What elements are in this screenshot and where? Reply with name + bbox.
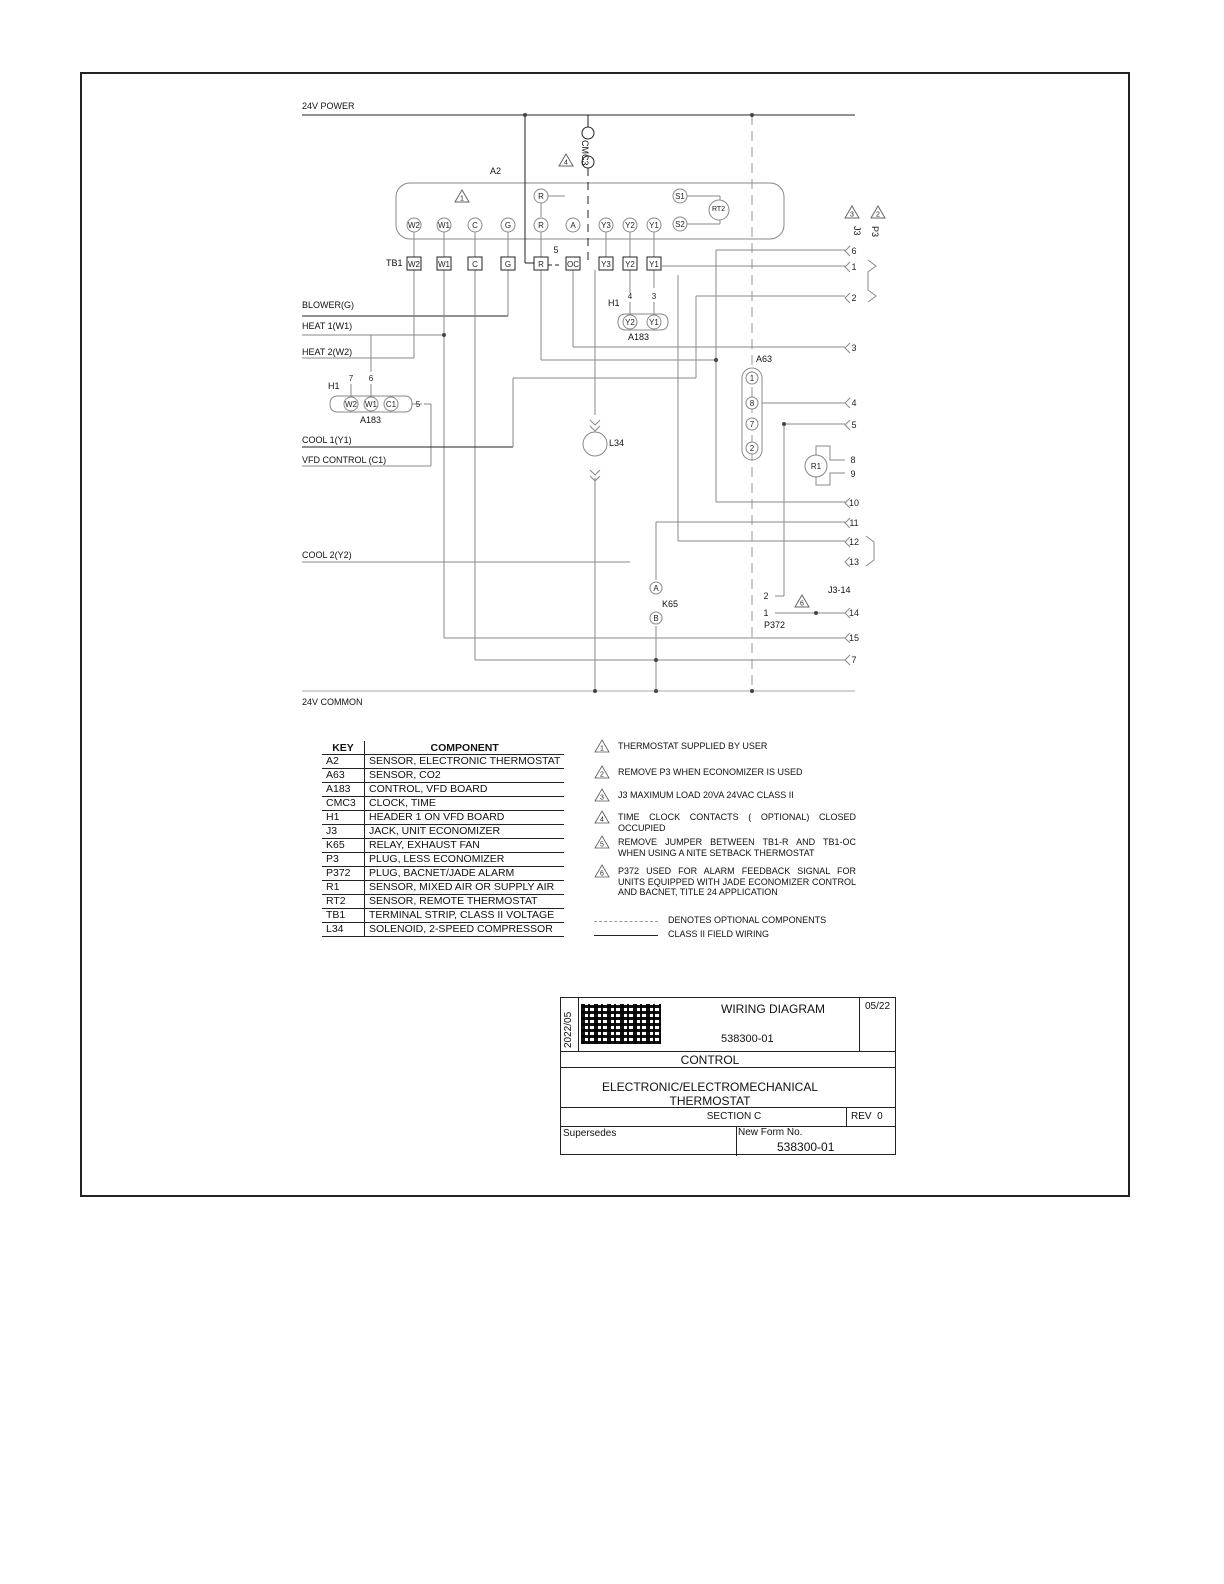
key-row — [322, 867, 564, 881]
key-row — [322, 769, 564, 783]
key-component: SENSOR, REMOTE THERMOSTAT — [365, 895, 565, 909]
junction-dot — [593, 689, 597, 693]
jack-pin: 7 — [851, 655, 857, 665]
key-code: K65 — [322, 839, 365, 853]
tb1-terminal: C — [472, 260, 478, 269]
key-component: CLOCK, TIME — [365, 797, 565, 811]
key-row — [322, 783, 564, 797]
plug-pin: 1 — [763, 608, 769, 618]
note-number: 2 — [600, 771, 604, 779]
jack-pin: 3 — [851, 343, 857, 353]
category: CONTROL — [680, 1053, 740, 1067]
jack-pin-arrow — [845, 246, 850, 256]
key-row — [322, 839, 564, 853]
key-component: CONTROL, VFD BOARD — [365, 783, 565, 797]
jack-pin: 14 — [848, 608, 860, 618]
vfd-left-terminal: C1 — [385, 400, 397, 409]
thermostat-terminal: G — [504, 221, 512, 230]
co2-pin: 1 — [749, 374, 755, 383]
relay-ref: K65 — [662, 599, 679, 609]
note-text: J3 MAXIMUM LOAD 20VA 24VAC CLASS II — [618, 790, 794, 800]
vfd-right-ref: A183 — [628, 332, 650, 342]
key-code: L34 — [322, 923, 365, 937]
thermostat-terminal: W1 — [438, 221, 450, 230]
new-form-label: New Form No. — [738, 1127, 803, 1138]
jack-pin: 1 — [851, 262, 857, 272]
junction-dot — [782, 422, 786, 426]
note-triangle-icon — [594, 835, 610, 849]
key-code: P3 — [322, 853, 365, 867]
jack-pin-arrow — [845, 343, 850, 353]
thermostat-terminal: A — [570, 221, 576, 230]
key-code: TB1 — [322, 909, 365, 923]
junction-dot — [523, 113, 527, 117]
tb1-terminal: OC — [567, 260, 579, 269]
tb1-terminal: W1 — [438, 260, 450, 269]
date: 05/22 — [865, 1001, 891, 1012]
junction-dot — [814, 611, 818, 615]
key-code: RT2 — [322, 895, 365, 909]
note-number: 4 — [600, 816, 604, 824]
circuit-blower: BLOWER(G) — [302, 300, 355, 310]
plug-pin: 2 — [763, 591, 769, 601]
key-code: J3 — [322, 825, 365, 839]
thermostat-terminal: Y1 — [649, 221, 659, 230]
key-code: H1 — [322, 811, 365, 825]
circuit-cool1: COOL 1(Y1) — [302, 435, 352, 445]
junction-dot — [750, 113, 754, 117]
mixed-air-ref: R1 — [810, 462, 822, 471]
key-code: CMC3 — [322, 797, 365, 811]
vfd-right-header: H1 — [608, 298, 620, 308]
key-component: HEADER 1 ON VFD BOARD — [365, 811, 565, 825]
key-component: PLUG, LESS ECONOMIZER — [365, 853, 565, 867]
thermostat-terminal: W2 — [408, 221, 420, 230]
vfd-right-terminal: Y2 — [625, 318, 635, 327]
vfd-left-terminal: W2 — [345, 400, 357, 409]
key-row — [322, 853, 564, 867]
tb1-label: TB1 — [386, 258, 403, 268]
junction-dot — [750, 689, 754, 693]
key-component: SENSOR, MIXED AIR OR SUPPLY AIR — [365, 881, 565, 895]
circuit-cool2: COOL 2(Y2) — [302, 550, 352, 560]
note-number: 1 — [600, 745, 604, 753]
note-text: P372 USED FOR ALARM FEEDBACK SIGNAL FOR UNITS EQUIPPED WITH JADE ECONOMIZER CONTROL AND BACNET, TITLE 24 APPLICATION — [618, 866, 856, 897]
note-triangle-icon — [594, 864, 610, 878]
tb1-terminal: R — [538, 260, 544, 269]
solenoid-ref: L34 — [609, 438, 625, 448]
thermostat-terminal: R — [538, 221, 544, 230]
key-component: RELAY, EXHAUST FAN — [365, 839, 565, 853]
supersedes-label: Supersedes — [563, 1128, 617, 1139]
key-component: SOLENOID, 2-SPEED COMPRESSOR — [365, 923, 565, 937]
new-form-number: 538300-01 — [777, 1140, 835, 1154]
key-component: PLUG, BACNET/JADE ALARM — [365, 867, 565, 881]
junction-dot — [442, 333, 446, 337]
diagram-title: WIRING DIAGRAM — [721, 1002, 825, 1016]
jack-pin: 11 — [849, 518, 859, 528]
thermostat-terminal: Y3 — [601, 221, 611, 230]
key-row — [322, 755, 564, 769]
plug-ref: P372 — [764, 620, 786, 630]
vfd-left-ref: A183 — [360, 415, 382, 425]
jack-pin-arrow — [845, 398, 850, 408]
vfd-left-pin: 7 — [348, 374, 354, 383]
jack-pin-arrow — [845, 420, 850, 430]
note-triangle-icon — [594, 788, 610, 802]
vfd-left-header: H1 — [328, 381, 340, 391]
note-text: REMOVE JUMPER BETWEEN TB1-R AND TB1-OC WHEN USING A NITE SETBACK THERMOSTAT — [618, 837, 856, 858]
key-component: TERMINAL STRIP, CLASS II VOLTAGE — [365, 909, 565, 923]
circuit-vfd: VFD CONTROL (C1) — [302, 455, 387, 465]
note-text: THERMOSTAT SUPPLIED BY USER — [618, 741, 768, 751]
junction-dot — [654, 658, 658, 662]
component-key-table — [322, 741, 564, 937]
rt2-label: RT2 — [712, 206, 726, 213]
note-number: 3 — [600, 794, 604, 802]
section: SECTION C — [706, 1111, 762, 1122]
field-line-sample — [594, 935, 658, 936]
legend-optional-label: DENOTES OPTIONAL COMPONENTS — [668, 915, 827, 925]
vfd-right-pin: 3 — [651, 292, 657, 301]
clock-note: 4 — [564, 159, 568, 167]
jack-pin: 10 — [848, 498, 860, 508]
jack-pin: 13 — [848, 557, 860, 567]
tb1-terminal: Y1 — [649, 260, 659, 269]
jack-pin: 4 — [851, 398, 857, 408]
co2-pin: 2 — [749, 444, 755, 453]
date-code-cell — [561, 998, 579, 1051]
vfd-left-pin: 6 — [368, 374, 374, 383]
key-row — [322, 825, 564, 839]
thermostat-terminal: Y2 — [625, 221, 635, 230]
thermostat-note: 1 — [460, 195, 464, 203]
component-header: COMPONENT — [365, 741, 565, 755]
key-code: A2 — [322, 755, 365, 769]
common-rail-label: 24V COMMON — [302, 697, 363, 707]
note-triangle-icon — [594, 810, 610, 824]
key-row — [322, 895, 564, 909]
revision: REV 0 — [851, 1111, 883, 1122]
circuit-heat1: HEAT 1(W1) — [302, 321, 353, 331]
note-text: REMOVE P3 WHEN ECONOMIZER IS USED — [618, 767, 803, 777]
note-triangle-icon — [594, 765, 610, 779]
mixed-air-pin: 8 — [850, 455, 856, 465]
tb1-terminal: Y2 — [625, 260, 635, 269]
clock-ref: CMC3 — [580, 140, 590, 166]
tb1-terminal: G — [504, 260, 512, 269]
co2-pin: 8 — [749, 399, 755, 408]
thermostat-terminal-top: S2 — [675, 220, 685, 229]
note-triangle-icon — [594, 739, 610, 753]
junction-dot — [714, 358, 718, 362]
key-component: SENSOR, CO2 — [365, 769, 565, 783]
title-block — [560, 997, 896, 1155]
key-row — [322, 811, 564, 825]
junction-dot — [654, 689, 658, 693]
vfd-right-pin: 4 — [627, 292, 633, 301]
legend-field-label: CLASS II FIELD WIRING — [668, 929, 770, 939]
key-code: P372 — [322, 867, 365, 881]
key-row — [322, 923, 564, 937]
key-code: A63 — [322, 769, 365, 783]
note-text: TIME CLOCK CONTACTS ( OPTIONAL) CLOSED OCCUPIED — [618, 812, 856, 833]
jack-pin: 15 — [848, 633, 860, 643]
relay-pin: A — [653, 584, 659, 593]
key-component: JACK, UNIT ECONOMIZER — [365, 825, 565, 839]
jack-j3-14: J3-14 — [828, 585, 851, 595]
jack-pin: 2 — [851, 293, 857, 303]
relay-pin: B — [653, 614, 659, 623]
key-row — [322, 881, 564, 895]
vfd-left-connector: 5 — [415, 400, 421, 409]
date-code: 2022/05 — [563, 1011, 574, 1048]
subject: ELECTRONIC/ELECTROMECHANICAL THERMOSTAT — [601, 1080, 819, 1108]
jack-pin-arrow — [845, 293, 850, 303]
key-row — [322, 909, 564, 923]
key-row — [322, 797, 564, 811]
tb1-terminal: W2 — [408, 260, 420, 269]
power-rail-label: 24V POWER — [302, 101, 355, 111]
jack-pin: 12 — [848, 537, 860, 547]
mixed-air-pin: 9 — [850, 469, 856, 479]
tb1-terminal: Y3 — [601, 260, 611, 269]
plug-note-p3: 2 — [876, 211, 880, 219]
jack-note: 3 — [850, 211, 854, 219]
thermostat-terminal-top: S1 — [675, 192, 685, 201]
note-number: 6 — [600, 870, 604, 878]
optional-line-sample — [594, 921, 658, 922]
co2-pin: 7 — [749, 420, 755, 429]
jack-pin: 5 — [851, 420, 857, 430]
qr-code-icon — [581, 1004, 661, 1044]
note-number: 5 — [600, 841, 604, 849]
thermostat-terminal: C — [472, 221, 478, 230]
jack-pin-arrow — [845, 262, 850, 272]
key-code: A183 — [322, 783, 365, 797]
diagram-number: 538300-01 — [721, 1033, 774, 1045]
vfd-left-terminal: W1 — [365, 400, 377, 409]
p3-label: P3 — [870, 226, 880, 238]
plug-note: 6 — [800, 600, 804, 608]
thermostat-terminal-top: R — [538, 192, 544, 201]
jumper-note: 5 — [553, 245, 559, 255]
co2-ref: A63 — [756, 354, 773, 364]
j3-label: J3 — [852, 226, 862, 236]
jack-pin: 6 — [851, 246, 857, 256]
thermostat-ref: A2 — [490, 166, 502, 176]
key-header: KEY — [322, 741, 365, 755]
circuit-heat2: HEAT 2(W2) — [302, 347, 353, 357]
jack-pin-arrow — [845, 655, 850, 665]
vfd-right-terminal: Y1 — [649, 318, 659, 327]
key-component: SENSOR, ELECTRONIC THERMOSTAT — [365, 755, 565, 769]
key-code: R1 — [322, 881, 365, 895]
